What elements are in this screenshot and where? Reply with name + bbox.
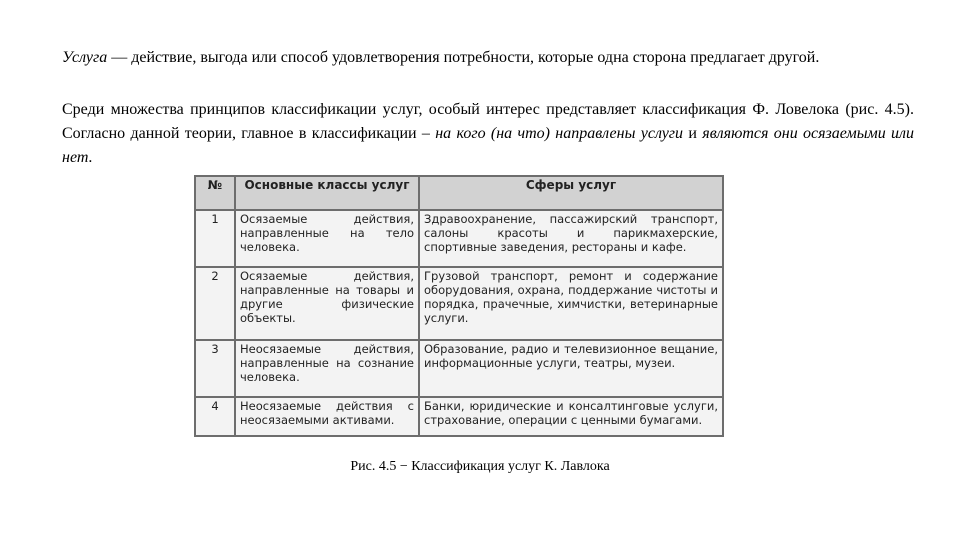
row-number: 4 bbox=[195, 397, 235, 436]
intro-paragraph bbox=[62, 98, 914, 170]
row-spheres: Здравоохранение, пассажирский транспорт, салоны красоты и парикмахерские, спортивные заведения, рестораны и кафе. bbox=[419, 210, 723, 267]
row-spheres: Образование, радио и телевизионное вещание, информационные услуги, театры, музеи. bbox=[419, 340, 723, 397]
header-classes: Основные классы услуг bbox=[235, 176, 419, 210]
row-spheres: Банки, юридические и консалтинговые услуги, страхование, операции с ценными бумагами. bbox=[419, 397, 723, 436]
table-row bbox=[195, 267, 723, 341]
row-number: 1 bbox=[195, 210, 235, 267]
intro-italic-tangibility: являются они осязаемыми или нет bbox=[62, 125, 915, 166]
classification-table bbox=[194, 175, 724, 437]
table-row bbox=[195, 210, 723, 267]
definition-text: — действие, выгода или способ удовлетворения потребности, которые одна сторона предлагает другой. bbox=[107, 49, 820, 66]
definition-paragraph bbox=[62, 46, 914, 70]
row-class: Неосязаемые действия с неосязаемыми активами. bbox=[235, 397, 419, 436]
table-row bbox=[195, 397, 723, 436]
row-number: 3 bbox=[195, 340, 235, 397]
row-class: Неосязаемые действия, направленные на сознание человека. bbox=[235, 340, 419, 397]
row-class: Осязаемые действия, направленные на тело человека. bbox=[235, 210, 419, 267]
row-class: Осязаемые действия, направленные на товары и другие физические объекты. bbox=[235, 267, 419, 341]
intro-italic-target: на кого (на что) направлены услуги bbox=[435, 125, 684, 142]
table-row bbox=[195, 340, 723, 397]
row-spheres: Грузовой транспорт, ремонт и содержание оборудования, охрана, поддержание чистоты и порядка, прачечные, химчистки, ветеринарные услуги. bbox=[419, 267, 723, 341]
figure-caption: Рис. 4.5 − Классификация услуг К. Лавлока bbox=[350, 459, 610, 474]
table-header-row bbox=[195, 176, 723, 210]
header-spheres: Сферы услуг bbox=[419, 176, 723, 210]
intro-period: . bbox=[88, 149, 93, 166]
intro-conjunction: и bbox=[683, 125, 703, 142]
header-number: № bbox=[195, 176, 235, 210]
definition-term: Услуга bbox=[62, 49, 108, 66]
row-number: 2 bbox=[195, 267, 235, 341]
intro-text: Среди множества принципов классификации услуг, особый интерес представляет классификация Ф. Ловелока (рис. 4.5). Согласно данной теории, главное в классификации – bbox=[62, 101, 914, 142]
classification-figure bbox=[194, 175, 724, 437]
